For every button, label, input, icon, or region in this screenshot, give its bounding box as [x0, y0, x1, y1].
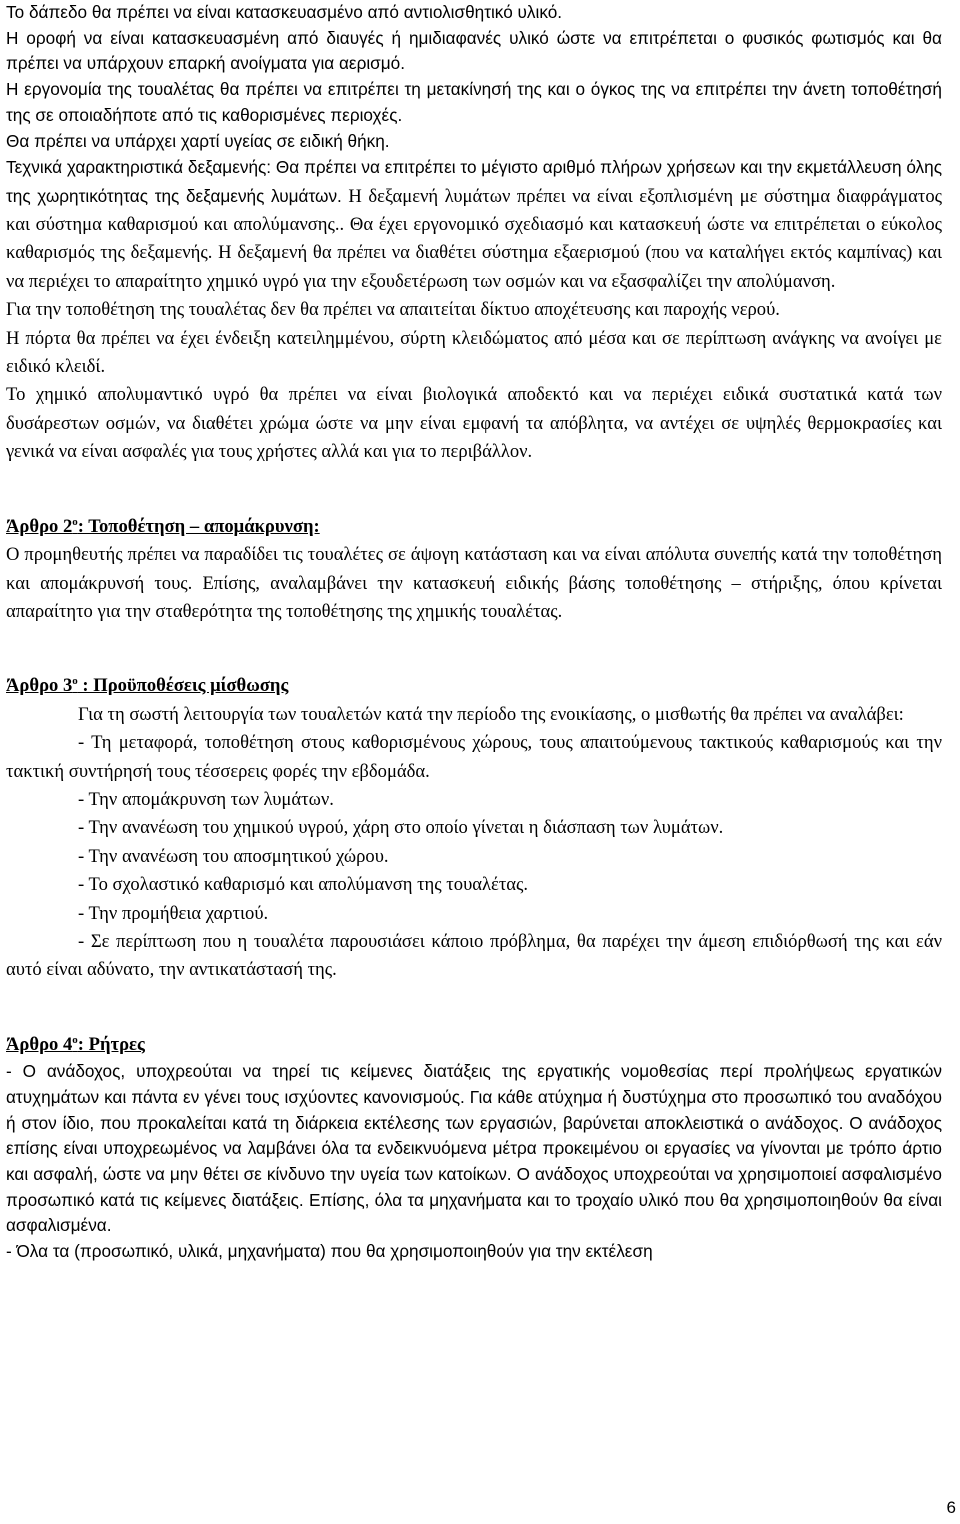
- list-item: - Τη μεταφορά, τοποθέτηση στους καθορισμένους χώρους, τους απαιτούμενους τακτικούς καθαρισμούς και την τακτική συντήρησή τους τέσσερεις φορές την εβδομάδα.: [6, 732, 942, 782]
- article-2-title: : Τοποθέτηση – απομάκρυνση:: [77, 515, 320, 537]
- list-item: - Σε περίπτωση που η τουαλέτα παρουσιάσει κάποιο πρόβλημα, θα παρέχει την άμεση επιδιόρθωσή της και εάν αυτό είναι αδύνατο, την αντικατάστασή της.: [6, 930, 942, 981]
- page-number: 6: [946, 1498, 956, 1517]
- list-item: - Την ανανέωση του χημικού υγρού, χάρη στο οποίο γίνεται η διάσπαση των λυμάτων.: [78, 817, 724, 839]
- tank-specifications-lead: Τεχνικά χαρακτηριστικά δεξαμενής: Θα πρέπει να επιτρέπει το μέγιστο αριθμό πλήρων χρήσεων και την εκμετάλλευση όλης της χωρητικότητας της δεξαμενής λυμάτων.: [6, 157, 942, 206]
- roof-requirement: Η οροφή να είναι κατασκευασμένη από διαυγές ή ημιδιαφανές υλικό ώστε να επιτρέπεται ο φυσικός φωτισμός και θα πρέπει να υπάρχουν επαρκή ανοίγματα για αερισμό.: [6, 27, 942, 74]
- article-3-title: : Προϋποθέσεις μίσθωσης: [77, 675, 289, 697]
- article-4-ordinal: ο: [72, 1033, 78, 1046]
- article-2-body: Ο προμηθευτής πρέπει να παραδίδει τις τουαλέτες σε άψογη κατάσταση και να είναι απόλυτα συνεπής κατά την τοποθέτηση και απομάκρυνσή τους. Επίσης, αναλαμβάνει την κατασκευή ειδικής βάσης τοποθέτησης – στήριξης, όπου κρίνεται απαραίτητο για την σταθερότητα της τοποθέτησης της χημικής τουαλέτας.: [6, 544, 942, 622]
- spacer: [6, 626, 942, 672]
- document-page: [6, 0, 942, 1265]
- list-item: - Όλα τα (προσωπικό, υλικά, μηχανήματα) που θα χρησιμοποιηθούν για την εκτέλεση: [6, 1241, 653, 1262]
- tank-specifications-continuation: Η δεξαμενή λυμάτων πρέπει να είναι εξοπλισμένη με σύστημα διαφράγματος και σύστημα καθαρισμού και απολύμανσης.. Θα έχει εργονομικό σχεδιασμό και κατασκευή ώστε να επιτρέπεται ο εύκολος καθαρισμός της δεξαμενής. Η δεξαμενή θα πρέπει να διαθέτει σύστημα εξαερισμού (που να καταλήγει εκτός καμπίνας) και να περιέχει το απαραίτητο χημικό υγρό για την εξουδετέρωση των οσμών και να εξασφαλίζει την απολύμανση.: [6, 185, 942, 292]
- article-2-heading: [6, 513, 942, 541]
- sewer-requirement: Για την τοποθέτηση της τουαλέτας δεν θα πρέπει να απαιτείται δίκτυο αποχέτευσης και παροχής νερού.: [6, 299, 780, 321]
- article-3-prefix: Άρθρο 3: [6, 675, 73, 697]
- spacer: [6, 985, 942, 1031]
- article-4-prefix: Άρθρο 4: [6, 1033, 73, 1055]
- door-requirement: Η πόρτα θα πρέπει να έχει ένδειξη κατειλημμένου, σύρτη κλειδώματος από μέσα και σε περίπτωση ανάγκης να ανοίγει με ειδικό κλειδί.: [6, 327, 942, 378]
- ergonomics-requirement: Η εργονομία της τουαλέτας θα πρέπει να επιτρέπει τη μετακίνησή της και ο όγκος της να επιτρέπει την άνετη τοποθέτησή της σε οποιαδήποτε από τις καθορισμένες περιοχές.: [6, 79, 942, 125]
- article-4-title: : Ρήτρες: [77, 1033, 145, 1055]
- list-item: - Την ανανέωση του αποσμητικού χώρου.: [78, 845, 389, 867]
- list-item: - Ο ανάδοχος, υποχρεούται να τηρεί τις κείμενες διατάξεις της εργατικής νομοθεσίας περί προλήψεως εργατικών ατυχημάτων και πάντα εν γένει τους ισχύοντες κανονισμούς. Για κάθε ατύχημα ή δυστύχημα στο προσωπικό του αναδόχου ή στον ίδιο, που προκαλείται κατά τη διάρκεια εκτέλεσης των εργασιών, βαρύνεται αποκλειστικά ο ανάδοχος. Ο ανάδοχος επίσης είναι υποχρεωμένος να λαμβάνει όλα τα ενδεικνυόμενα μέτρα προκειμένου οι εργασίες να γίνονται με τρόπο άρτιο και ασφαλή, ώστε να μην θέτει σε κίνδυνο την υγεία των κατοίκων. Ο ανάδοχος υποχρεούται να χρησιμοποιεί ασφαλισμένο προσωπικό κατά τις κείμενες διατάξεις. Επίσης, όλα τα μηχανήματα και το τροχαίο υλικό που θα χρησιμοποιηθούν θα είναι ασφαλισμένα.: [6, 1061, 942, 1236]
- toilet-paper-requirement: Θα πρέπει να υπάρχει χαρτί υγείας σε ειδική θήκη.: [6, 130, 390, 151]
- spacer: [6, 467, 942, 513]
- article-2-ordinal: ο: [72, 515, 78, 528]
- article-2-prefix: Άρθρο 2: [6, 515, 73, 537]
- list-item: - Το σχολαστικό καθαρισμό και απολύμανση της τουαλέτας.: [78, 874, 529, 896]
- tank-specifications: [6, 154, 942, 296]
- list-item: - Την απομάκρυνση των λυμάτων.: [78, 788, 334, 810]
- chemical-liquid-requirement: Το χημικό απολυμαντικό υγρό θα πρέπει να είναι βιολογικά αποδεκτό και να περιέχει ειδικά συστατικά κατά των δυσάρεστων οσμών, να διαθέτει χρώμα ώστε να μην είναι εμφανή τα απόβλητα, να αντέχει σε υψηλές θερμοκρασίες και γενικά να είναι ασφαλές για τους χρήστες αλλά και για το περιβάλλον.: [6, 384, 942, 463]
- list-item: - Την προμήθεια χαρτιού.: [78, 902, 269, 924]
- article-3-heading: [6, 672, 942, 700]
- article-4-heading: [6, 1031, 942, 1059]
- article-3-ordinal: ο: [72, 675, 78, 688]
- floor-requirement: Το δάπεδο θα πρέπει να είναι κατασκευασμένο από αντιολισθητικό υλικό.: [6, 2, 563, 22]
- article-3-intro: Για τη σωστή λειτουργία των τουαλετών κατά την περίοδο της ενοικίασης, ο μισθωτής θα πρέπει να αναλάβει:: [78, 703, 904, 725]
